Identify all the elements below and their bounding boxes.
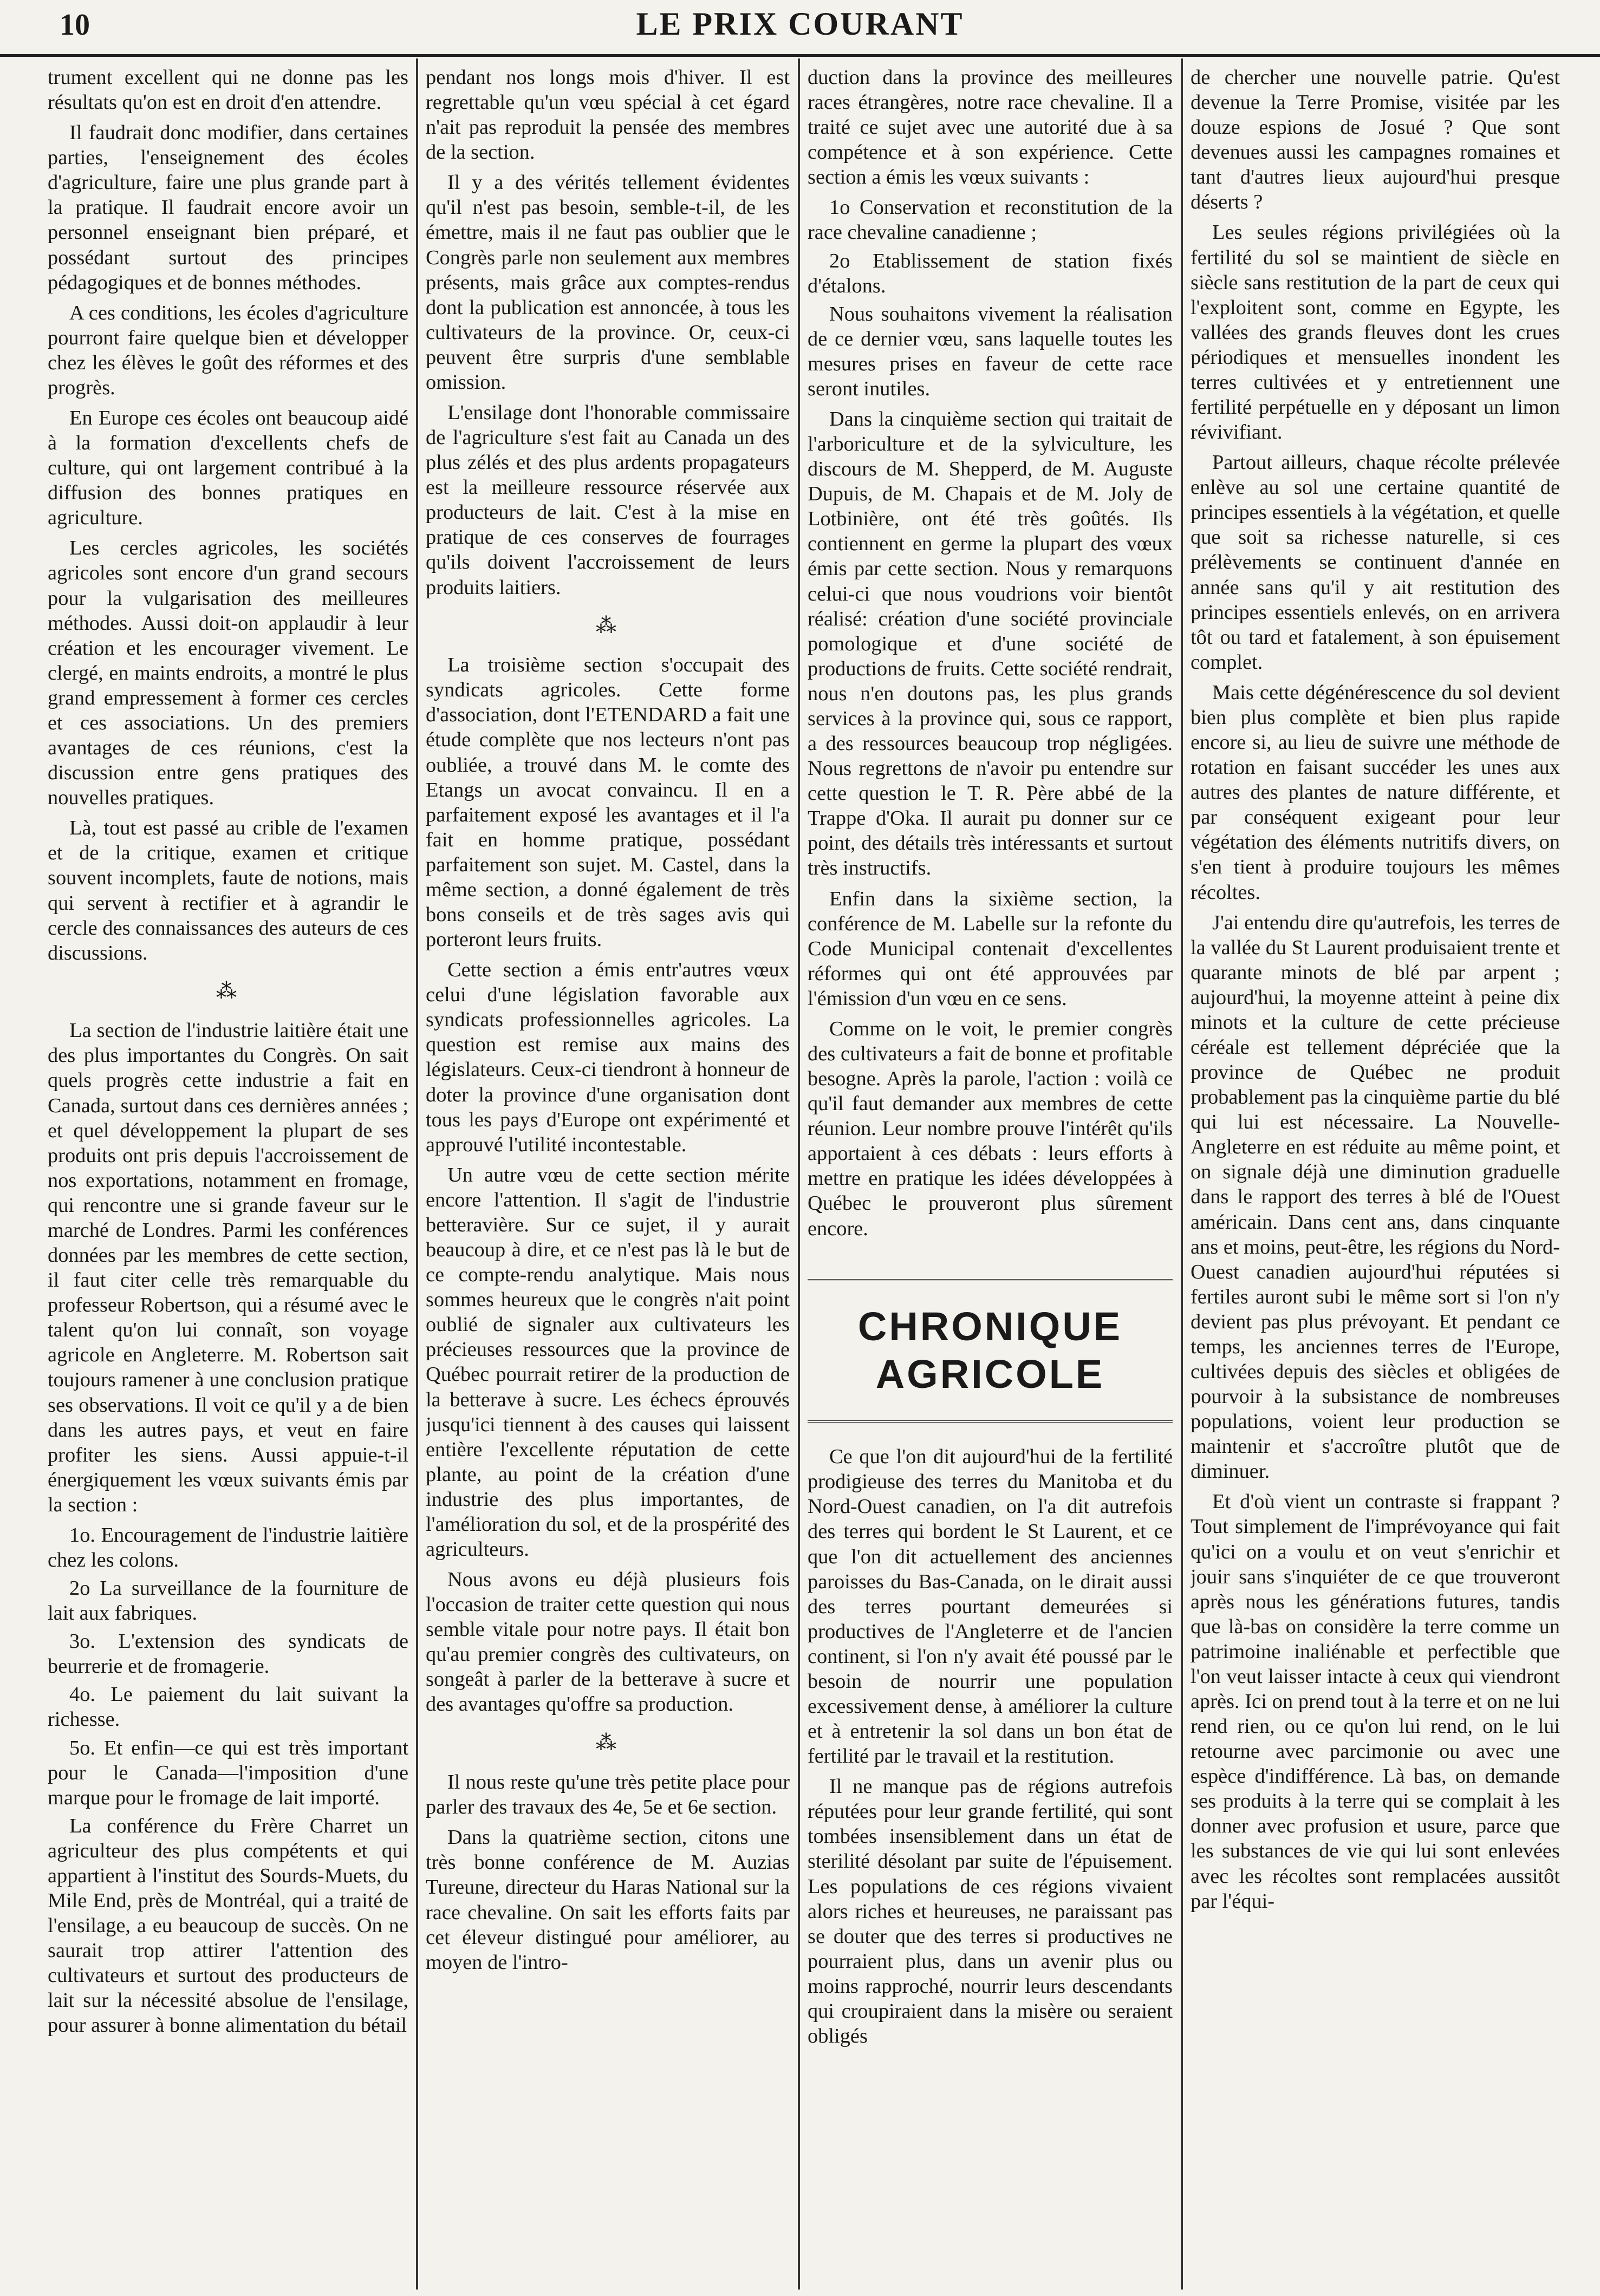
list-item: 1o Conservation et reconstitution de la race chevaline canadienne ;: [808, 196, 1173, 244]
paragraph: Il faudrait donc modifier, dans certaines parties, l'enseignement des écoles d'agriculture, faire une plus grande part à la pratique. Il faudrait encore avoir un personnel enseignant bien préparé, et possédant surtout des principes pédagogiques et de bonnes méthodes.: [48, 121, 408, 294]
column-rule: [798, 58, 800, 2290]
paragraph: Mais cette dégénérescence du sol devient bien plus complète et bien plus rapide encore si, au lieu de suivre une méthode de rotation en faisant succéder les unes aux autres des plantes de nature différente, et par conséquent exigeant pour leur végétation des éléments nutritifs divers, on s'en tient à produire toujours les mêmes récoltes.: [1191, 681, 1560, 904]
paragraph: La section de l'industrie laitière était une des plus importantes du Congrès. On sait quels progrès cette industrie a fait en Canada, surtout dans ces dernières années ; et quel développement la plupart de ses produits ont pris depuis l'accroissement de nos exportations, notamment en fromage, qui rencontre une si grande faveur sur le marché de Londres. Parmi les conférences données par les membres de cette section, il faut citer celle très remarquable du professeur Robertson, qui a résumé avec le talent qu'on lui connaît, son voyage agricole en Angleterre. M. Robertson sait toujours ramener à une conclusion pratique ses observations. Il voit ce qu'il y a de bien dans les autres pays, et veut en faire profiter les siens. Aussi appuie-t-il énergiquement les vœux suivants émis par la section :: [48, 1019, 408, 1516]
paragraph: Dans la quatrième section, citons une très bonne conférence de M. Auzias Tureune, directeur du Haras National sur la race chevaline. On sait les efforts faits par cet éleveur distingué pour améliorer, au moyen de l'intro-: [426, 1826, 790, 1974]
list-item: 5o. Et enfin—ce qui est très important pour le Canada—l'imposition d'une marque pour le fromage de lait importé.: [48, 1736, 408, 1809]
list-item: 1o. Encouragement de l'industrie laitière chez les colons.: [48, 1523, 408, 1571]
paragraph: pendant nos longs mois d'hiver. Il est regrettable qu'un vœu spécial à cet égard n'ait pas reproduit la pensée des membres de la section.: [426, 66, 790, 164]
paragraph: Cette section a émis entr'autres vœux celui d'une législation favorable aux syndicats professionnelles agricoles. La question est remise aux mains des législateurs. Ceux-ci tiendront à honneur de doter la province d'une organisation dont tous les pays d'Europe ont expérimenté et approuvé l'utilité incontestable.: [426, 958, 790, 1156]
list-item: 2o Etablissement de station fixés d'étalons.: [808, 249, 1173, 297]
paragraph: Comme on le voit, le premier congrès des cultivateurs a fait de bonne et profitable besogne. Après la parole, l'action : voilà ce qu'il faut demander aux membres de cette réunion. Leur nombre prouve l'intérêt qu'ils apportaient à ces débats : leurs efforts à mettre en pratique les idées développées à Québec le prouveront plus sûrement encore.: [808, 1017, 1173, 1240]
paragraph: Il ne manque pas de régions autrefois réputées pour leur grande fertilité, qui sont tombées insensiblement dans un état de sterilité désolant par suite de l'épuisement. Les populations de ces régions vivaient alors riches et heureuses, ne paraissant pas se douter que des terres si productives ne pourraient plus, dans un avenir plus ou moins rapproché, nourrir leurs descendants qui croupiraient dans la misère ou seraient obligés: [808, 1775, 1173, 2047]
section-separator: ⁂: [216, 980, 240, 1003]
paragraph: La troisième section s'occupait des syndicats agricoles. Cette forme d'association, dont l'ETENDARD a fait une étude complète que nos lecteurs n'ont pas oubliée, a trouvé dans M. le comte des Etangs un avocat convaincu. Il en a parfaitement exposé les avantages et il l'a fait en homme pratique, possédant parfaitement son sujet. M. Castel, dans la même section, a donné également de très bons conseils et de très sages avis qui porteront leurs fruits.: [426, 654, 790, 951]
paragraph: trument excellent qui ne donne pas les résultats qu'on est en droit d'en attendre.: [48, 66, 408, 114]
paragraph: En Europe ces écoles ont beaucoup aidé à la formation d'excellents chefs de culture, qui ont largement contribué à la diffusion des bonnes pratiques en agriculture.: [48, 407, 408, 530]
paragraph: A ces conditions, les écoles d'agriculture pourront faire quelque bien et développer chez les élèves le goût des réformes et des progrès.: [48, 301, 408, 399]
section-separator: ⁂: [596, 614, 620, 637]
paragraph: Partout ailleurs, chaque récolte prélevée enlève au sol une certaine quantité de principes essentiels à la végétation, et quelle que soit sa richesse naturelle, si ces prélèvements se continuent d'année en année sans qu'il y ait restitution des principes essentiels enlevés, on en arrivera tôt ou tard et fatalement, à son épuisement complet.: [1191, 451, 1560, 674]
paragraph: Là, tout est passé au crible de l'examen et de la critique, examen et critique souvent incomplets, faute de notions, mais qui servent à rectifier et à agrandir le cercle des connaissances des auteurs de ces discussions.: [48, 817, 408, 964]
paragraph: Enfin dans la sixième section, la conférence de M. Labelle sur la refonte du Code Municipal contenait d'excellentes réformes qui ont été approuvées par l'émission d'un vœu en ce sens.: [808, 887, 1173, 1010]
paragraph: Il y a des vérités tellement évidentes qu'il n'est pas besoin, semble-t-il, de les émettre, mais il ne faut pas oublier que le Congrès parle non seulement aux membres présents, mais grâce aux comptes-rendus dont la publication est annoncée, à tous les cultivateurs de la province. Or, ceux-ci peuvent être surpris d'une semblable omission.: [426, 171, 790, 394]
list-item: 3o. L'extension des syndicats de beurrerie et de fromagerie.: [48, 1630, 408, 1678]
list-item: 2o La surveillance de la fourniture de lait aux fabriques.: [48, 1577, 408, 1625]
section-heading-box: [808, 1279, 1173, 1423]
section-separator: ⁂: [596, 1731, 620, 1754]
paragraph: La conférence du Frère Charret un agriculteur des plus compétents et qui appartient à l'institut des Sourds-Muets, du Mile End, près de Montréal, qui a traité de l'ensilage, a eu beaucoup de succès. On ne saurait trop attirer l'attention des cultivateurs et surtout des producteurs de lait sur la nécessité absolue de l'ensilage, pour assurer à bonne alimentation du bétail: [48, 1814, 408, 2037]
paragraph: Nous souhaitons vivement la réalisation de ce dernier vœu, sans laquelle toutes les mesures prises en faveur de cette race seront inutiles.: [808, 302, 1173, 400]
paragraph: Les seules régions privilégiées où la fertilité du sol se maintient de siècle en siècle sans restitution de la part de ceux qui l'exploitent sont, comme en Egypte, les vallées des grands fleuves dont les crues périodiques et mensuelles inondent les terres cultivées et y entretiennent une fertilité perpétuelle en y déposant un limon révivifiant.: [1191, 221, 1560, 444]
page-header: [0, 0, 1600, 57]
paragraph: Les cercles agricoles, les sociétés agricoles sont encore d'un grand secours pour la vulgarisation des meilleures méthodes. Aussi doit-on applaudir à leur création et les encourager vivement. Le clergé, en maints endroits, a montré le plus grand empressement à former ces cercles et ces associations. Un des premiers avantages de ces réunions, c'est la discussion entre gens pratiques des nouvelles pratiques.: [48, 537, 408, 810]
paragraph: Dans la cinquième section qui traitait de l'arboriculture et de la sylviculture, les discours de M. Shepperd, de M. Auguste Dupuis, de M. Chapais et de M. Joly de Lotbinière, ont été très goûtés. Ils contiennent en germe la plupart des vœux émis par cette section. Nous y remarquons celui-ci que nous voudrions voir bientôt réalisé: création d'une société provinciale pomologique et d'une société de productions de fruits. Cette société rendrait, nous n'en doutons pas, les plus grands services à la province qui, sous ce rapport, a des ressources beaucoup trop négligées. Nous regrettons de n'avoir pu entendre sur cette question le T. R. Père abbé de la Trappe d'Oka. Il aurait pu donner sur ce point, des détails très intéressants et surtout très instructifs.: [808, 408, 1173, 880]
paragraph: Et d'où vient un contraste si frappant ? Tout simplement de l'imprévoyance qui fait qu'ici on a voulu et on veut s'enrichir et jouir sans s'inquiéter de ce que trouveront après nous les générations futures, tandis que là-bas on considère la terre comme un patrimoine inaliénable et perfectible que l'on veut laisser intacte à ceux qui viendront après. Ici on prend tout à la terre et on ne lui rend rien, ou ce qu'on lui rend, on le lui retourne avec parcimonie ou avec une espèce d'indifférence. Là bas, on demande ses produits à la terre qui se complait à les donner avec profusion et usure, parce que les substances de vie qui lui sont enlevées avec les récoltes sont remplacées aussitôt par l'équi-: [1191, 1490, 1560, 1913]
column-4: [1191, 65, 1560, 2285]
column-rule: [1181, 58, 1183, 2290]
column-rule: [416, 58, 418, 2290]
paragraph: Il nous reste qu'une très petite place pour parler des travaux des 4e, 5e et 6e section.: [426, 1771, 790, 1819]
paragraph: Nous avons eu déjà plusieurs fois l'occasion de traiter cette question qui nous semble vitale pour notre pays. Il était bon qu'au premier congrès des cultivateurs, on songeât à parler de la betterave à sucre et des avantages qu'offre sa production.: [426, 1568, 790, 1716]
section-heading: CHRONIQUE AGRICOLE: [857, 1303, 1123, 1397]
column-2: [426, 65, 790, 2285]
list-item: 4o. Le paiement du lait suivant la richesse.: [48, 1683, 408, 1731]
column-1: [48, 65, 408, 2285]
page-number: 10: [60, 8, 90, 42]
paragraph: Un autre vœu de cette section mérite encore l'attention. Il s'agit de l'industrie betteravière. Sur ce sujet, il y aurait beaucoup à dire, et ce n'est pas là le but de ce compte-rendu analytique. Mais nous sommes heureux que le congrès n'ait point oublié de signaler aux cultivateurs les précieuses ressources que la province de Québec pourrait retirer de la production de la betterave à sucre. Les échecs éprouvés jusqu'ici tiennent à des causes qui laissent entière l'excellente réputation de cette plante, au point de la création d'une industrie des plus importantes, de l'amélioration du sol, et de la prospérité des agriculteurs.: [426, 1163, 790, 1561]
paragraph: J'ai entendu dire qu'autrefois, les terres de la vallée du St Laurent produisaient trente et quarante minots de blé par arpent ; aujourd'hui, la moyenne atteint à peine dix minots et la culture de cette précieuse céréale est tellement dépréciée que la province de Québec ne produit probablement pas la cinquième partie du blé qui lui est nécessaire. La Nouvelle-Angleterre en est réduite au même point, et on signale déjà une diminution graduelle dans le rapport des terres à blé de l'Ouest américain. Dans cent ans, dans cinquante ans et moins, peut-être, les régions du Nord-Ouest canadien aujourd'hui réputées si fertiles auront subi le même sort si l'on n'y devient pas plus prévoyant. Et pendant ce temps, les anciennes terres de l'Europe, cultivées depuis des siècles et obligées de pourvoir à la subsistance de nombreuses populations, voient leur production se maintenir et s'accroître plutôt que de diminuer.: [1191, 911, 1560, 1483]
paragraph: duction dans la province des meilleures races étrangères, notre race chevaline. Il a traité ce sujet avec une autorité due à sa compétence et à son expérience. Cette section a émis les vœux suivants :: [808, 66, 1173, 189]
paragraph: Ce que l'on dit aujourd'hui de la fertilité prodigieuse des terres du Manitoba et du Nord-Ouest canadien, on l'a dit autrefois des terres qui bordent le St Laurent, et ce que l'on dit actuellement des anciennes paroisses du Bas-Canada, on le dirait aussi des terres pourtant demeurées si productives de l'Angleterre et de l'ancien continent, si l'on n'y avait été poussé par le besoin de nourrir une population excessivement dense, à améliorer la culture et à entretenir la sol dans un bon état de fertilité par le travail et la restitution.: [808, 1445, 1173, 1768]
masthead: LE PRIX COURANT: [636, 6, 964, 42]
paragraph: L'ensilage dont l'honorable commissaire de l'agriculture s'est fait au Canada un des plus zélés et des plus ardents propagateurs est la meilleure ressource réservée aux producteurs de lait. C'est à la mise en pratique de ces conserves de fourrages qu'ils doivent l'accroissement de leurs produits laitiers.: [426, 401, 790, 599]
paragraph: de chercher une nouvelle patrie. Qu'est devenue la Terre Promise, visitée par les douze espions de Josué ? Que sont devenues aussi les campagnes romaines et tant d'autres lieux aujourd'hui presque déserts ?: [1191, 66, 1560, 214]
column-3: [808, 65, 1173, 2285]
